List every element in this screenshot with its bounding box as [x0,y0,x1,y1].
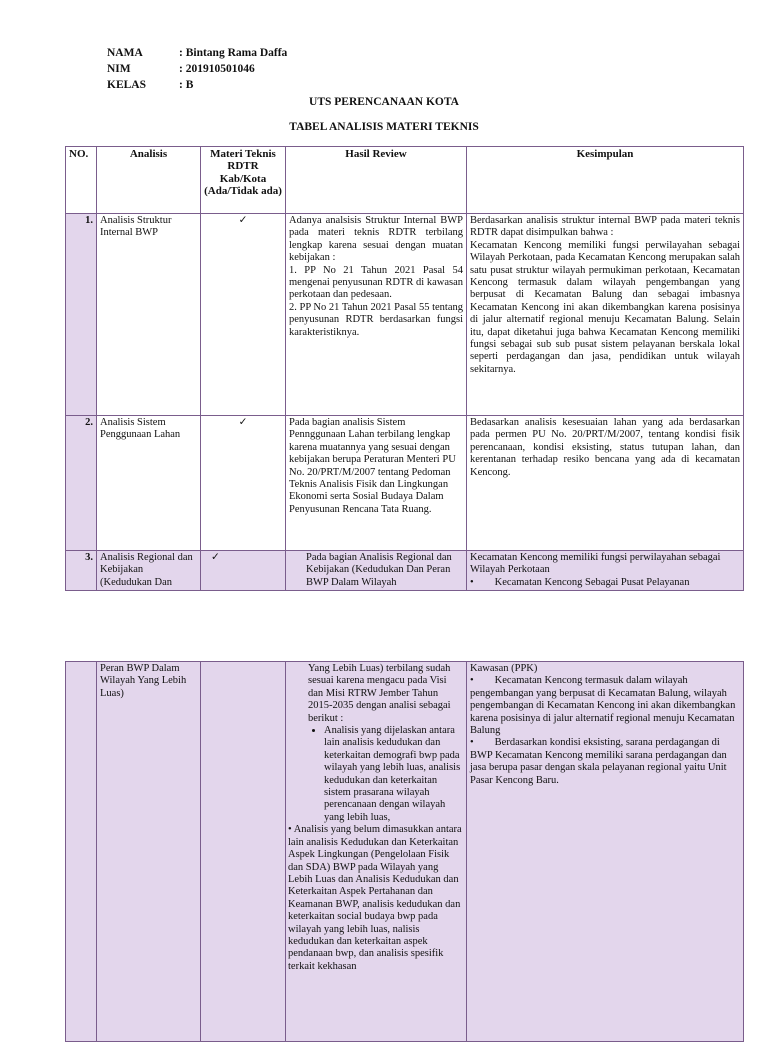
row-kesimpulan: Berdasarkan analisis struktur internal BWP pada materi teknis RDTR dapat disimpulkan bahwa : Kecamatan Kencong memiliki fungsi perwilayahan sebagai Wilayah Perkotaan, pada Kecamatan Kencong merupakan salah satu pusat struktur wilayah permukiman perkotaan, Kecamatan Kencong termasuk dalam wilayah pengembangan yang berpusat di Kecamatan Balung dan sebagai imbasnya Kecamatan Kencong ini akan dikembangkan karena posisinya di jalur alternatif regional menuju Kecamatan Balung. Selain itu, dapat diketahui juga bahwa Kecamatan Kencong memiliki fungsi sebagai sub sub pusat sistem pelayanan berskala lokal seperti perdagangan dan jasa, pendidikan untuk wilayah sekitarnya. [467,214,744,416]
table-row [66,551,744,591]
row-analisis: Peran BWP Dalam Wilayah Yang Lebih Luas) [97,662,201,1042]
row-kesimpulan [467,551,744,591]
table-row [66,416,744,551]
row-review: Pada bagian analisis Sistem Pennggunaan Lahan terbilang lengkap karena muatannya yang sesuai dengan kebijakan berupa Peraturan Menteri PU No. 20/PRT/M/2007 tentang Pedoman Teknis Analisis Fisik dan Lingkungan Ekonomi serta Sosial Budaya Dalam Penyusunan Rencana Tata Ruang. [286,416,467,551]
row-analisis: Analisis Regional dan Kebijakan (Kedudukan Dan [97,551,201,591]
kelas-label: KELAS [107,79,146,91]
review-intro: Yang Lebih Luas) terbilang sudah sesuai karena mengacu pada Visi dan Misi RTRW Jember Tahun 2015-2035 dengan analisi sebagai berikut : [308,663,451,724]
kelas-line [107,79,193,91]
review-bullet: • Analisis yang dijelaskan antara lain analisis kedudukan dan keterkaitan demografi bwp pada wilayah yang lebih luas, analisis kedudukan dan keterkaitan sistem prasarana wilayah perencanaan dengan wilayah yang lebih luas, [324,725,464,824]
kesimpulan-line: Kawasan (PPK) [470,663,538,674]
analysis-table [65,146,744,591]
kesimpulan-bullet: • Kecamatan Kencong Sebagai Pusat Pelayanan [470,576,690,588]
col-header-materi: Materi Teknis RDTR Kab/Kota (Ada/Tidak ada) [201,147,286,214]
row-review: Adanya analsisis Struktur Internal BWP pada materi teknis RDTR terbilang lengkap karena sesuai dengan muatan kebijakan : 1. PP No 21 Tahun 2021 Pasal 54 mengenai penyusunan RDTR di kawasan perkotaan dan pedesaan. 2. PP No 21 Tahun 2021 Pasal 55 tentang penyusunan RDTR berdasarkan fungsi karakteristiknya. [286,214,467,416]
checkmark-icon: ✓ [201,214,286,416]
checkmark-icon: ✓ [201,551,286,591]
row-number: 1. [66,214,97,416]
table-title: TABEL ANALISIS MATERI TEKNIS [289,121,479,133]
row-materi [201,662,286,1042]
nama-label: NAMA [107,47,143,59]
table-row [66,214,744,416]
document-title: UTS PERENCANAAN KOTA [309,96,459,108]
row-number: 2. [66,416,97,551]
kesimpulan-line: Kecamatan Kencong memiliki fungsi perwilayahan sebagai Wilayah Perkotaan [470,552,721,576]
kelas-value: : B [179,79,194,91]
row-number [66,662,97,1042]
row-analisis: Analisis Sistem Penggunaan Lahan [97,416,201,551]
kesimpulan-bullet: • Berdasarkan kondisi eksisting, sarana perdagangan di BWP Kecamatan Kencong memiliki sarana perdagangan dan jasa berupa pasar dengan skala pelayanan regional yaitu Unit Pasar Kencong Baru. [470,737,730,786]
row-kesimpulan: Bedasarkan analisis kesesuaian lahan yang ada berdasarkan pada permen PU No. 20/PRT/M/2007, tentang kondisi fisik perencanaan, kondisi eksisting, status tutupan lahan, dan kerentanan terhadap resiko bencana yang ada di kecamatan Kencong. [467,416,744,551]
review-rest: • Analisis yang belum dimasukkan antara lain analisis Kedudukan dan Keterkaitan Aspek Lingkungan (Pengelolaan Fisik dan SDA) BWP pada Wilayah yang Lebih Luas dan Analisis Kedudukan dan Keterkaitan Aspek Pertahanan dan Keamanan BWP, analisis kedudukan dan keterkaitan social budaya bwp pada wilayah yang lebih luas, nalisis kedudukan dan keterkaitan aspek pendanaan bwp, dan analisis spesifik terkait kekhasan [288,824,462,972]
nim-value: : 201910501046 [179,63,255,75]
table-row [66,662,744,1042]
kesimpulan-bullet: • Kecamatan Kencong termasuk dalam wilayah pengembangan yang berpusat di Kecamatan Balung, wilayah pengembangan di Kecamatan Kencong ini akan dikembangkan karena posisinya di jalur alternatif regional menuju Kecamatan Balung [470,675,738,737]
row-number: 3. [66,551,97,591]
row-kesimpulan [467,662,744,1042]
table-header-row [66,147,744,214]
col-header-review: Hasil Review [286,147,467,214]
review-list [288,725,464,824]
row-review [286,662,467,1042]
nim-line [107,63,255,75]
col-header-kesimpulan: Kesimpulan [467,147,744,214]
analysis-table-continued [65,661,744,1042]
col-header-no: NO. [66,147,97,214]
nim-label: NIM [107,63,131,75]
row-analisis: Analisis Struktur Internal BWP [97,214,201,416]
col-header-analisis: Analisis [97,147,201,214]
nama-value: : Bintang Rama Daffa [179,47,288,59]
checkmark-icon: ✓ [201,416,286,551]
row-review: Pada bagian Analisis Regional dan Kebijakan (Kedudukan Dan Peran BWP Dalam Wilayah [286,551,467,591]
nama-line [107,47,287,59]
